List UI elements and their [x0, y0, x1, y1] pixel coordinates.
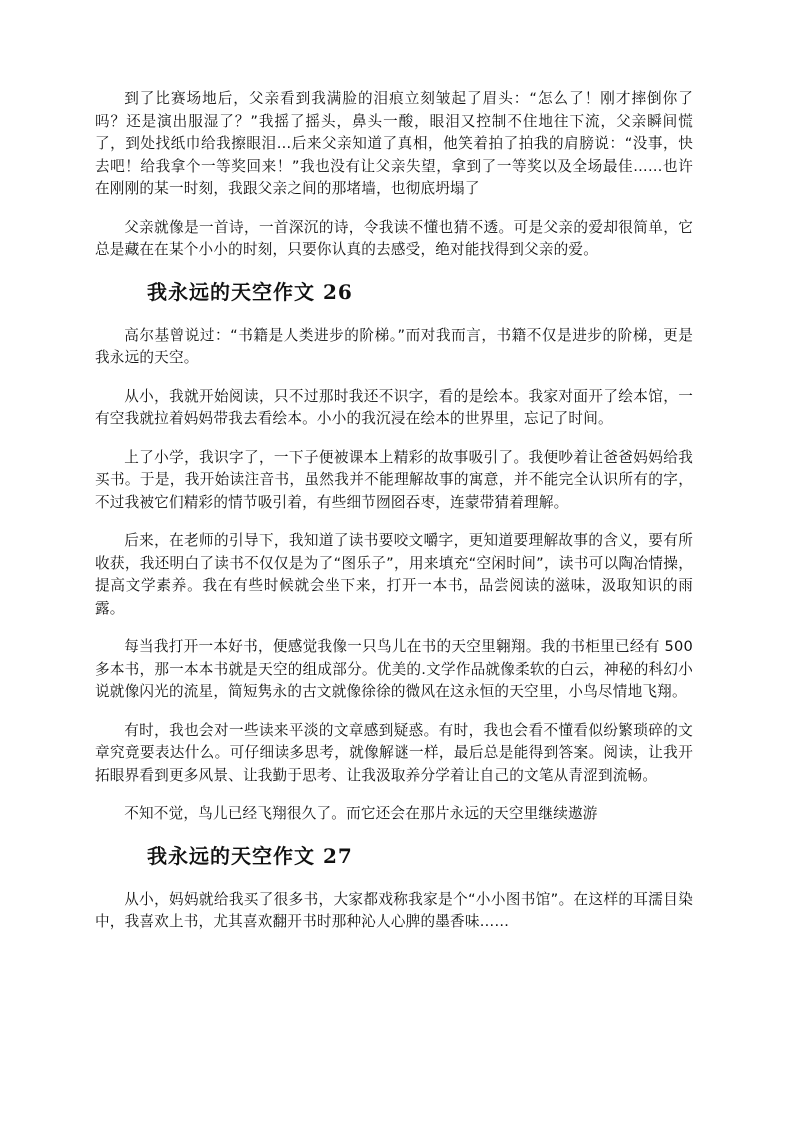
- paragraph: 从小，我就开始阅读，只不过那时我还不识字，看的是绘本。我家对面开了绘本馆，一有空我就拉着妈妈带我去看绘本。小小的我沉浸在绘本的世界里，忘记了时间。: [95, 387, 693, 427]
- paragraph: 不知不觉，鸟儿已经飞翔很久了。而它还会在那片永远的天空里继续遨游: [124, 805, 598, 822]
- paragraph: 父亲就像是一首诗，一首深沉的诗，令我读不懂也猜不透。可是父亲的爱却很简单，它总是藏在在某个小小的时刻，只要你认真的去感受，绝对能找得到父亲的爱。: [95, 218, 693, 258]
- section-heading-27: 我永远的天空作文 27: [147, 843, 353, 868]
- paragraph: 有时，我也会对一些读来平淡的文章感到疑惑。有时，我也会看不懂看似纷繁琐碎的文章究竟要表达什么。可仔细读多思考，就像解谜一样，最后总是能得到答案。阅读，让我开拓眼界看到更多风景、让我勤于思考、让我汲取养分学着让自己的文笔从青涩到流畅。: [95, 721, 693, 784]
- paragraph: 从小，妈妈就给我买了很多书，大家都戏称我家是个“小小图书馆”。在这样的耳濡目染中，我喜欢上书，尤其喜欢翻开书时那种沁人心脾的墨香味……: [95, 890, 693, 930]
- paragraph: 后来，在老师的引导下，我知道了读书要咬文嚼字，更知道要理解故事的含义，要有所收获，我还明白了读书不仅仅是为了“图乐子”，用来填充“空闲时间”，读书可以陶冶情操，提高文学素养。我在有些时候就会坐下来，打开一本书，品尝阅读的滋味，汲取知识的雨露。: [95, 532, 693, 617]
- paragraph: 每当我打开一本好书，便感觉我像一只鸟儿在书的天空里翱翔。我的书柜里已经有 500 多本书，那一本本书就是天空的组成部分。优美的.文学作品就像柔软的白云，神秘的科幻小说就像闪光的流星，简短隽永的古文就像徐徐的微风在这永恒的天空里，小鸟尽情地飞翔。: [95, 638, 693, 700]
- section-heading-26: 我永远的天空作文 26: [147, 279, 353, 304]
- paragraph: 上了小学，我识字了，一下子便被课本上精彩的故事吸引了。我便吵着让爸爸妈妈给我买书。于是，我开始读注音书，虽然我并不能理解故事的寓意，并不能完全认识所有的字，不过我被它们精彩的情节吸引着，有些细节囫囵吞枣，连蒙带猜着理解。: [95, 448, 693, 511]
- paragraph: 到了比赛场地后，父亲看到我满脸的泪痕立刻皱起了眉头：“怎么了！刚才摔倒你了吗？还是演出服湿了？”我摇了摇头，鼻头一酸，眼泪又控制不住地往下流，父亲瞬间慌了，到处找纸巾给我擦眼泪…后来父亲知道了真相，他笑着拍了拍我的肩膀说：“没事，快去吧！给我拿个一等奖回来！”我也没有让父亲失望，拿到了一等奖以及全场最佳……也许在刚刚的某一时刻，我跟父亲之间的那堵墙，也彻底坍塌了: [95, 90, 693, 197]
- document-page: [95, 88, 693, 934]
- paragraph: 高尔基曾说过：“书籍是人类进步的阶梯。”而对我而言，书籍不仅是进步的阶梯，更是我永远的天空。: [95, 326, 693, 366]
